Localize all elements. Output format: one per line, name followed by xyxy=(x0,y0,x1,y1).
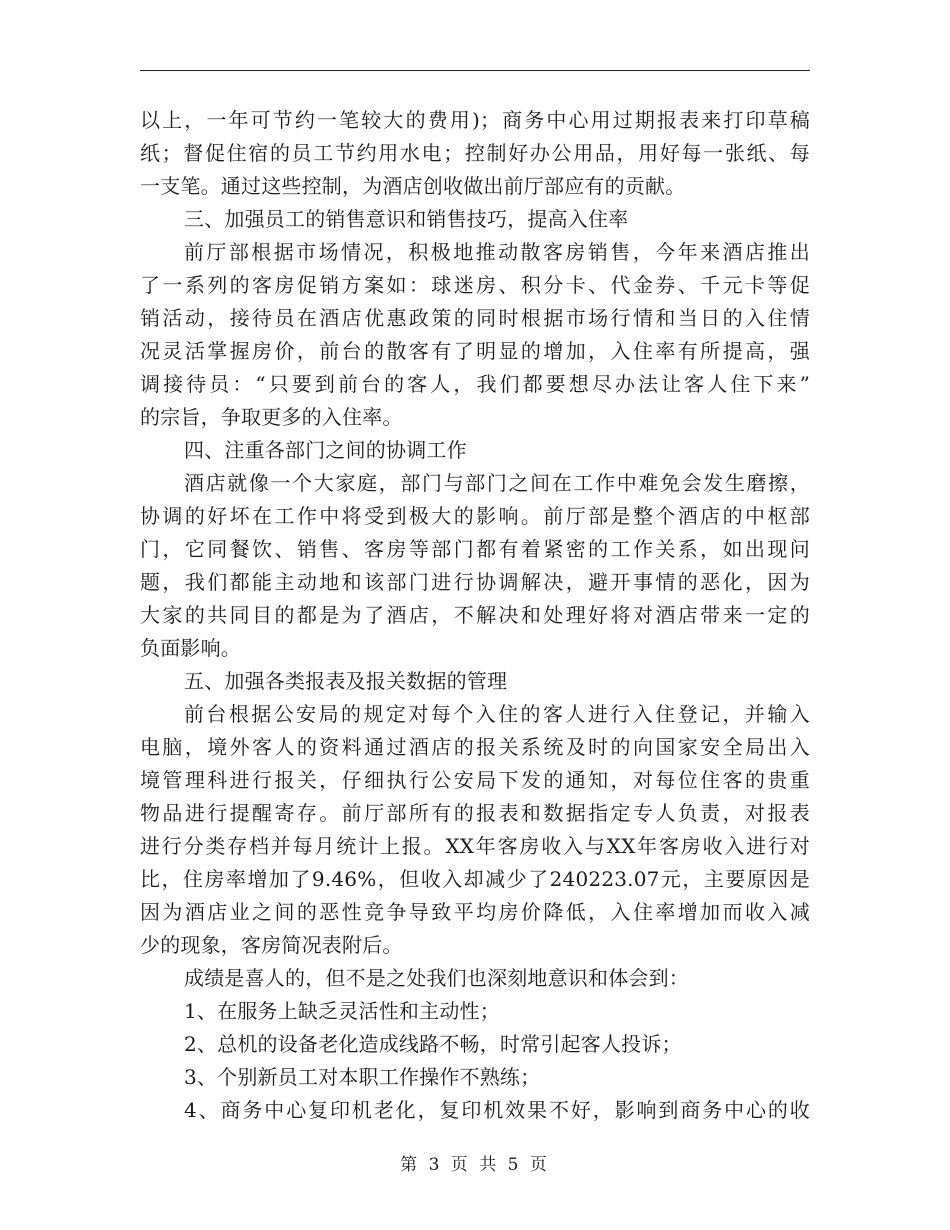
text-line: 比，住房率增加了9.46%，但收入却减少了240223.07元，主要原因是 xyxy=(140,867,810,891)
text-line: 的宗旨，争取更多的入住率。 xyxy=(140,405,403,429)
text-line: 题，我们都能主动地和该部门进行协调解决，避开事情的恶化，因为 xyxy=(140,570,810,594)
text-line: 少的现象，客房简况表附后。 xyxy=(140,933,403,957)
text-line: 物品进行提醒寄存。前厅部所有的报表和数据指定专人负责，对报表 xyxy=(140,801,810,825)
text-line: 况灵活掌握房价，前台的散客有了明显的增加，入住率有所提高，强 xyxy=(140,339,810,363)
text-line: 销活动，接待员在酒店优惠政策的同时根据市场行情和当日的入住情 xyxy=(140,306,810,330)
text-line: 因为酒店业之间的恶性竞争导致平均房价降低，入住率增加而收入减 xyxy=(140,900,810,924)
list-item: 4、商务中心复印机老化，复印机效果不好，影响到商务中心的收 xyxy=(184,1098,810,1122)
text-line: 了一系列的客房促销方案如：球迷房、积分卡、代金券、千元卡等促 xyxy=(140,273,810,297)
text-line: 一支笔。通过这些控制，为酒店创收做出前厅部应有的贡献。 xyxy=(140,174,686,198)
text-line: 酒店就像一个大家庭，部门与部门之间在工作中难免会发生磨擦， xyxy=(184,471,810,495)
text-line: 成绩是喜人的，但不是之处我们也深刻地意识和体会到： xyxy=(184,966,689,990)
list-item: 2、总机的设备老化造成线路不畅，时常引起客人投诉； xyxy=(184,1032,682,1056)
text-line: 电脑，境外客人的资料通过酒店的报关系统及时的向国家安全局出入 xyxy=(140,735,810,759)
section-heading: 五、加强各类报表及报关数据的管理 xyxy=(184,669,508,693)
section-heading: 三、加强员工的销售意识和销售技巧，提高入住率 xyxy=(184,207,629,231)
text-line: 境管理科进行报关，仔细执行公安局下发的通知，对每位住客的贵重 xyxy=(140,768,810,792)
text-line: 负面影响。 xyxy=(140,636,241,660)
text-line: 大家的共同目的都是为了酒店，不解决和处理好将对酒店带来一定的 xyxy=(140,603,810,627)
header-rule xyxy=(140,70,810,71)
text-line: 进行分类存档并每月统计上报。XX年客房收入与XX年客房收入进行对 xyxy=(140,834,810,858)
section-heading: 四、注重各部门之间的协调工作 xyxy=(184,438,467,462)
page-number-footer: 第 3 页 共 5 页 xyxy=(400,1155,550,1175)
text-line: 协调的好坏在工作中将受到极大的影响。前厅部是整个酒店的中枢部 xyxy=(140,504,810,528)
document-body xyxy=(140,104,810,1127)
text-line: 以上，一年可节约一笔较大的费用)；商务中心用过期报表来打印草稿 xyxy=(140,108,810,132)
text-line: 前厅部根据市场情况，积极地推动散客房销售，今年来酒店推出 xyxy=(184,240,810,264)
text-line: 调接待员：“只要到前台的客人，我们都要想尽办法让客人住下来” xyxy=(140,372,810,396)
text-line: 纸；督促住宿的员工节约用水电；控制好办公用品，用好每一张纸、每 xyxy=(140,141,810,165)
list-item: 1、在服务上缺乏灵活性和主动性； xyxy=(184,999,500,1023)
text-line: 前台根据公安局的规定对每个入住的客人进行入住登记，并输入 xyxy=(184,702,810,726)
list-item: 3、个别新员工对本职工作操作不熟练； xyxy=(184,1065,541,1089)
text-line: 门，它同餐饮、销售、客房等部门都有着紧密的工作关系，如出现问 xyxy=(140,537,810,561)
